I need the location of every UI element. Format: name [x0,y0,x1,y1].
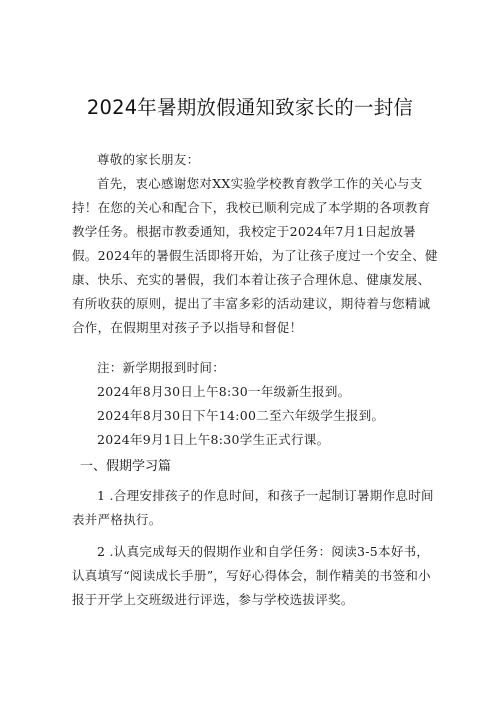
section-heading-study: 一、假期学习篇 [80,459,172,474]
schedule-item-3: 2024年9月1日上午8:30学生正式行课。 [97,432,330,447]
schedule-item-2: 2024年8月30日下午14:00二至六年级学生报到。 [97,408,385,423]
study-item-1: 1 .合理安排孩子的作息时间，和孩子一起制订暑期作息时间表并严格执行。 [72,488,434,527]
schedule-item-1: 2024年8月30日上午8:30一年级新生报到。 [97,384,351,399]
study-item-2: 2 .认真完成每天的假期作业和自学任务：阅读3-5本好书，认真填写“阅读成长手册”，写好心得体会，制作精美的书签和小报于开学上交班级进行评选，参与学校选拔评奖。 [72,544,431,607]
document-title: 2024年暑期放假通知致家长的一封信 [86,96,414,119]
salutation: 尊敬的家长朋友： [97,152,200,167]
note-label: 注：新学期报到时间： [97,360,226,375]
intro-paragraph: 首先，衷心感谢您对XX实验学校教育教学工作的关心与支持！在您的关心和配合下，我校已顺利完成了本学期的各项教育教学任务。根据市教委通知，我校定于2024年7月1日起放暑假。2024年的暑假生活即将开始，为了让孩子度过一个安全、健康、快乐、充实的暑假，我们本着让孩子合理休息、健康发展、有所收获的原则，提出了丰富多彩的活动建议，期待着与您精诚合作，在假期里对孩子予以指导和督促！ [72,176,438,335]
